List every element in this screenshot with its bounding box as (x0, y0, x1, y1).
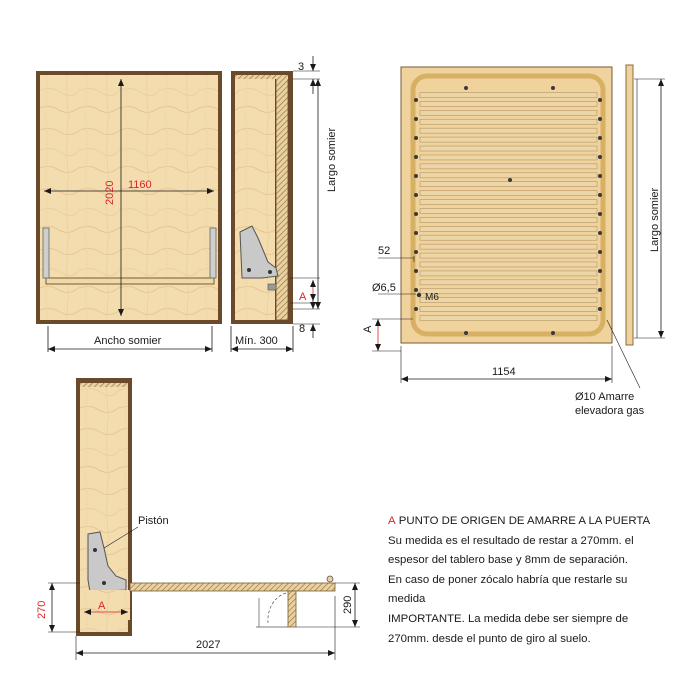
slat (420, 164, 597, 169)
side-bed-frame (276, 75, 288, 320)
note-a-marker: A (388, 515, 396, 527)
open-total-label: 2027 (196, 639, 221, 651)
fastener-dot (414, 269, 418, 273)
note-line-1: Su medida es el resultado de restar a 270mm. el (388, 534, 634, 547)
slat (420, 155, 597, 160)
fastener-dot (414, 307, 418, 311)
slat (420, 208, 597, 213)
fastener-dot (414, 250, 418, 254)
installation-note (388, 512, 693, 649)
slat (420, 93, 597, 98)
base-side-profile (626, 65, 633, 345)
note-line-2: espesor del tablero base y 8mm de separación. (388, 554, 628, 567)
slat (420, 146, 597, 151)
slat (420, 101, 597, 106)
slat (420, 110, 597, 115)
fastener-dot (414, 288, 418, 292)
note-line-5: IMPORTANTE. La medida debe ser siempre de (388, 612, 629, 625)
base-a-label: A (362, 325, 374, 333)
fastener-dot (598, 269, 602, 273)
fastener-dot (598, 307, 602, 311)
fastener-dot (414, 231, 418, 235)
fastener-dot (414, 212, 418, 216)
slat (420, 137, 597, 142)
fastener-dot (414, 98, 418, 102)
open-piston-label: Pistón (138, 515, 169, 527)
base-anchor-label-2: elevadora gas (575, 405, 645, 417)
fastener-dot (598, 136, 602, 140)
slat (420, 182, 597, 187)
note-line-3: En caso de poner zócalo habría que restarle su (388, 573, 628, 586)
fastener-dot (598, 231, 602, 235)
fastener-dot (551, 331, 555, 335)
fastener-dot (598, 288, 602, 292)
base-thread-label: M6 (425, 292, 439, 303)
open-top-band (80, 383, 128, 387)
base-anchor-label: Ø10 Amarre (575, 391, 635, 403)
side-min-label: Mín. 300 (235, 335, 278, 347)
slat (420, 217, 597, 222)
fastener-dot (598, 155, 602, 159)
fastener-dot (598, 98, 602, 102)
side-length-label: Largo somier (326, 127, 338, 192)
open-bed-platform (130, 583, 335, 591)
fastener-dot (598, 193, 602, 197)
fastener-dot (508, 178, 512, 182)
fastener-dot (414, 117, 418, 121)
fastener-dot (414, 174, 418, 178)
fastener-dot (598, 212, 602, 216)
right-bracket (210, 228, 216, 278)
open-view (36, 378, 360, 660)
open-left-label: 270 (36, 600, 48, 619)
fastener-dot (598, 174, 602, 178)
side-panel (235, 75, 275, 320)
side-top-band (235, 75, 288, 79)
slat (420, 253, 597, 258)
fastener-dot (464, 86, 468, 90)
side-view (231, 56, 338, 352)
slat (420, 235, 597, 240)
bed-foot-rail (46, 278, 214, 284)
slat (420, 271, 597, 276)
open-right-label: 290 (342, 595, 354, 614)
slat (420, 226, 597, 231)
slat (420, 280, 597, 285)
slat (420, 262, 597, 267)
fastener-dot (598, 250, 602, 254)
left-bracket (43, 228, 49, 278)
side-bottom-label: 8 (299, 323, 306, 335)
slat (420, 307, 597, 312)
fastener-dot (598, 117, 602, 121)
front-bottom-label: Ancho somier (94, 335, 162, 347)
base-width-label: 1154 (492, 366, 516, 378)
open-bed-leg (288, 591, 296, 627)
slat (420, 200, 597, 205)
slat (420, 119, 597, 124)
slat (420, 289, 597, 294)
base-hole-label: Ø6,5 (372, 282, 396, 294)
front-view (36, 71, 222, 352)
side-a-label: A (299, 291, 307, 303)
fastener-dot (414, 136, 418, 140)
front-height-label: 2020 (104, 180, 116, 205)
slat (420, 316, 597, 321)
base-length-label: Largo somier (649, 187, 661, 252)
slat (420, 191, 597, 196)
note-line-4: medida (388, 593, 426, 606)
note-line-6: 270mm. desde el punto de giro al suelo. (388, 632, 591, 645)
slat (420, 128, 597, 133)
slat (420, 173, 597, 178)
fastener-dot (464, 331, 468, 335)
slat (420, 244, 597, 249)
side-top-label: 3 (298, 61, 305, 73)
note-title: PUNTO DE ORIGEN DE AMARRE A LA PUERTA (398, 515, 651, 527)
leg-swing-arc (268, 593, 286, 623)
base-view (362, 65, 665, 417)
fastener-dot (414, 193, 418, 197)
open-a-label: A (98, 600, 106, 612)
front-width-label: 1160 (128, 179, 152, 191)
base-left-label: 52 (378, 245, 391, 257)
fastener-dot (551, 86, 555, 90)
slat (420, 298, 597, 303)
fastener-dot (414, 155, 418, 159)
